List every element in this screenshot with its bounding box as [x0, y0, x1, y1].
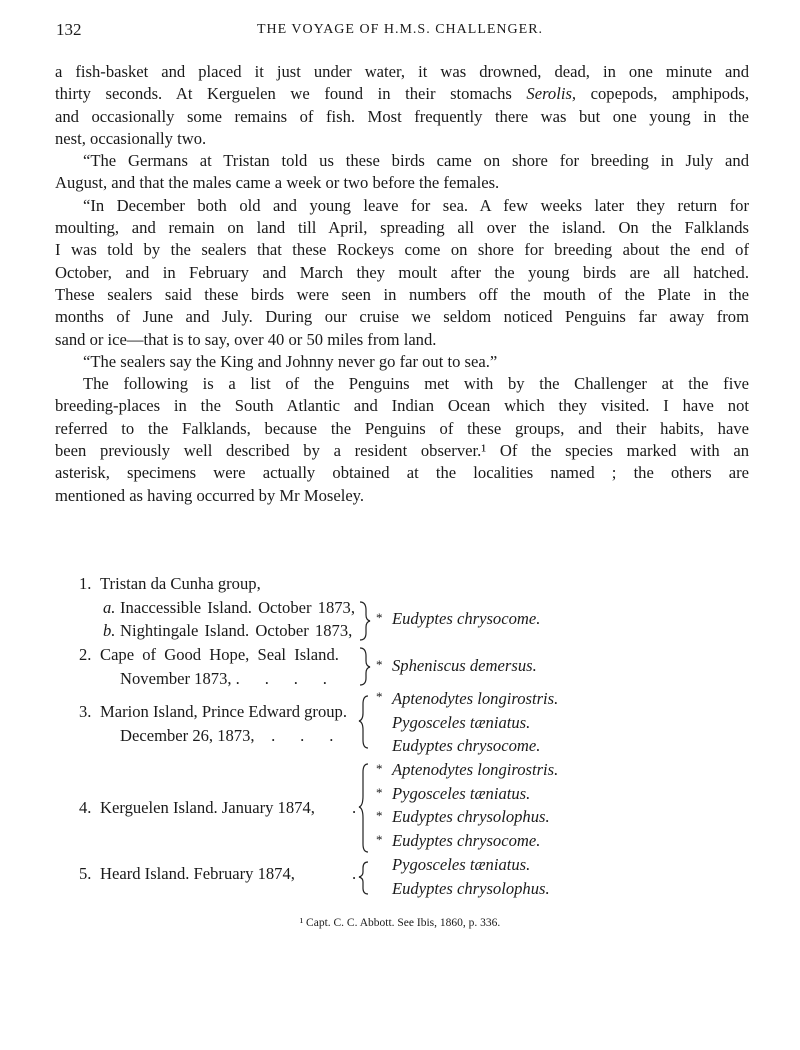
- asterisk-mark: *: [376, 808, 383, 823]
- list-number: 4.: [79, 798, 92, 817]
- species-name: Eudyptes chrysocome.: [392, 609, 541, 628]
- running-title: THE VOYAGE OF H.M.S. CHALLENGER.: [256, 22, 544, 37]
- italic-term: Serolis,: [526, 84, 577, 104]
- list-item-text: Heard Island. February 1874,: [100, 864, 295, 883]
- list-item-text: Tristan da Cunha group,: [100, 574, 261, 593]
- species-name: Spheniscus demersus.: [392, 656, 537, 675]
- species-name: Eudyptes chrysocome.: [392, 736, 541, 755]
- list-item-text: Kerguelen Island. January 1874,: [100, 798, 315, 817]
- text-line: [55, 83, 749, 105]
- species-name: Aptenodytes longirostris.: [392, 760, 559, 779]
- sub-label: b.: [103, 621, 116, 640]
- species-name: Pygosceles tæniatus.: [392, 855, 531, 874]
- species-name: Pygosceles tæniatus.: [392, 713, 531, 732]
- asterisk-mark: *: [376, 610, 383, 625]
- asterisk-mark: *: [376, 689, 383, 704]
- text-line: These sealers said these birds were seen in numbers off the mouth of the Plate in the: [55, 284, 749, 304]
- footnote: ¹ Capt. C. C. Abbott. See Ibis, 1860, p. 336.: [299, 917, 501, 929]
- page-number: 132: [56, 20, 82, 39]
- list-item-text: Marion Island, Prince Edward group.: [100, 702, 348, 721]
- sub-label: a.: [103, 598, 116, 617]
- left-brace-icon: [359, 764, 368, 852]
- leader-dot: .: [352, 864, 357, 883]
- left-brace-icon: [359, 696, 368, 748]
- text-line: “In December both old and young leave for sea. A few weeks later they return for: [83, 195, 749, 215]
- text-line: been previously well described by a resident observer.¹ Of the species marked with an: [55, 441, 749, 461]
- species-name: Pygosceles tæniatus.: [392, 784, 531, 803]
- text-span: thirty seconds. At Kerguelen we found in their stomachs: [55, 84, 527, 104]
- brace-group: [358, 600, 378, 900]
- text-line: asterisk, specimens were actually obtained at the localities named ; the others are: [55, 463, 749, 483]
- asterisk-mark: *: [376, 657, 383, 672]
- asterisk-mark: *: [376, 785, 383, 800]
- body-text: [55, 61, 749, 507]
- text-line: a fish-basket and placed it just under water, it was drowned, dead, in one minute and: [55, 62, 749, 81]
- list-item-date: December 26, 1873, . . .: [120, 726, 334, 745]
- list-number: 3.: [79, 702, 92, 721]
- text-line: I was told by the sealers that these Rockeys come on shore for breeding about the end of: [55, 240, 749, 260]
- text-line: referred to the Falklands, because the Penguins of these groups, and their habits, have: [55, 418, 749, 438]
- text-line: nest, occasionally two.: [55, 128, 207, 148]
- text-line: The following is a list of the Penguins met with by the Challenger at the five: [83, 374, 749, 394]
- species-name: Eudyptes chrysolophus.: [392, 807, 550, 826]
- list-number: 1.: [79, 574, 92, 593]
- asterisk-mark: *: [376, 761, 383, 776]
- text-line: mentioned as having occurred by Mr Moseley.: [55, 485, 365, 505]
- list-item-text: Cape of Good Hope, Seal Island.: [100, 645, 339, 664]
- species-name: Eudyptes chrysolophus.: [392, 879, 550, 898]
- text-line: “The sealers say the King and Johnny never go far out to sea.”: [83, 351, 498, 371]
- text-line: “The Germans at Tristan told us these birds came on shore for breeding in July and: [83, 151, 749, 171]
- text-span: copepods, amphipods,: [576, 84, 750, 104]
- asterisk-mark: *: [376, 832, 383, 847]
- list-item-text: Nightingale Island. October 1873,: [120, 621, 353, 640]
- text-line: August, and that the males came a week or two before the females.: [55, 173, 500, 193]
- list-number: 2.: [79, 645, 92, 664]
- species-name: Eudyptes chrysocome.: [392, 831, 541, 850]
- list-item-date: November 1873, . . . .: [120, 669, 327, 688]
- text-line: and occasionally some remains of fish. Most frequently there was but one young in the: [55, 106, 749, 126]
- right-brace-icon: [360, 648, 370, 685]
- leader-dot: .: [352, 798, 357, 817]
- text-line: moulting, and remain on land till April, spreading all over the island. On the Falklands: [55, 218, 749, 238]
- list-number: 5.: [79, 864, 92, 883]
- text-line: months of June and July. During our cruise we seldom noticed Penguins far away from: [55, 307, 749, 327]
- left-brace-icon: [359, 862, 368, 894]
- text-line: sand or ice—that is to say, over 40 or 50 miles from land.: [55, 329, 437, 349]
- text-line: October, and in February and March they moult after the young birds are all hatched.: [55, 262, 749, 282]
- right-brace-icon: [360, 602, 370, 640]
- species-name: Aptenodytes longirostris.: [392, 689, 559, 708]
- list-item-text: Inaccessible Island. October 1873,: [120, 598, 356, 617]
- text-line: breeding-places in the South Atlantic and Indian Ocean which they visited. I have not: [55, 396, 749, 416]
